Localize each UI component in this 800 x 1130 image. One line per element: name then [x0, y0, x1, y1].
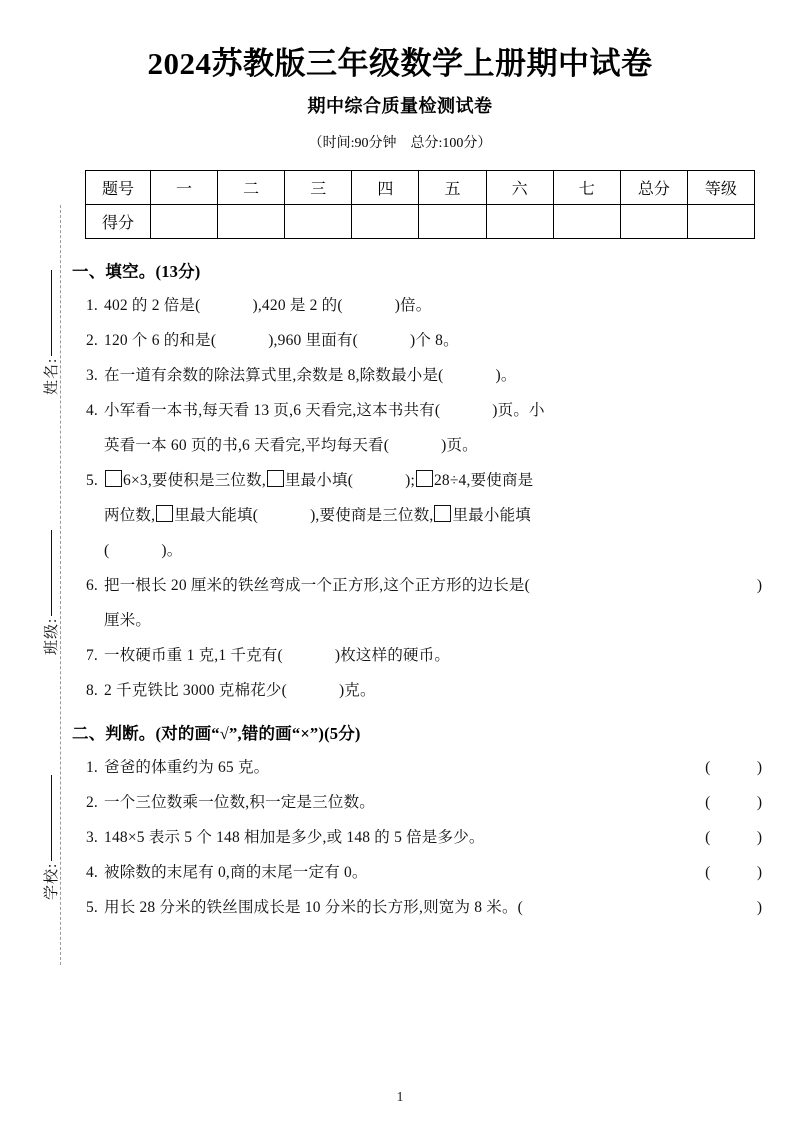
- score-table-row-label-0: 题号: [86, 171, 151, 205]
- question-number: 3.: [85, 829, 98, 846]
- question-text: [104, 673, 762, 708]
- q5-line1-d: 28÷4,要使商是: [433, 472, 534, 489]
- judge1-answer-blank[interactable]: ( ): [705, 759, 762, 776]
- score-cell-5[interactable]: [486, 205, 553, 239]
- question-text: [104, 750, 762, 785]
- judge3-text: 148×5 表示 5 个 148 相加是多少,或 148 的 5 倍是多少。: [104, 829, 485, 846]
- q6-line1: 把一根长 20 厘米的铁丝弯成一个正方形,这个正方形的边长是(: [104, 577, 530, 594]
- question-number: 6.: [85, 577, 98, 594]
- q8-part-b: )克。: [338, 682, 376, 699]
- score-cell-3[interactable]: [352, 205, 419, 239]
- judge1-text: 爸爸的体重约为 65 克。: [104, 759, 270, 776]
- page-subtitle: 期中综合质量检测试卷: [307, 96, 493, 116]
- q5-line1-c: );: [405, 472, 415, 489]
- q3-part-a: 在一道有余数的除法算式里,余数是 8,除数最小是(: [104, 367, 444, 384]
- question-number: 7.: [85, 647, 98, 664]
- exam-body: [72, 258, 762, 925]
- q4-line2-b: )页。: [441, 437, 478, 454]
- answer-box-icon[interactable]: [267, 470, 284, 487]
- score-cell-0[interactable]: [151, 205, 218, 239]
- q2-part-c: )个 8。: [410, 332, 459, 349]
- judge2-text: 一个三位数乘一位数,积一定是三位数。: [104, 794, 375, 811]
- page-number: 1: [396, 1090, 404, 1105]
- table-row-scores: [86, 205, 755, 239]
- q1-part-c: )倍。: [394, 297, 432, 314]
- question-fill-7: [72, 638, 762, 673]
- question-judge-2: [72, 785, 762, 820]
- page-title: 2024苏教版三年级数学上册期中试卷: [147, 46, 653, 81]
- q4-line1-a: 小军看一本书,每天看 13 页,6 天看完,这本书共有(: [104, 402, 441, 419]
- question-number: 4.: [85, 864, 98, 881]
- judge4-answer-blank[interactable]: ( ): [705, 864, 762, 881]
- margin-label-name-rule: [51, 270, 52, 356]
- score-table-row-label-1: 得分: [86, 205, 151, 239]
- question-text: [104, 785, 762, 820]
- answer-box-icon[interactable]: [105, 470, 122, 487]
- question-fill-5: [72, 463, 762, 568]
- margin-label-class-rule: [51, 530, 52, 616]
- question-judge-4: [72, 855, 762, 890]
- score-table-col-1: 二: [218, 171, 285, 205]
- section-heading-fill-in: 一、填空。(13分): [72, 262, 201, 281]
- q5-line2-a: 两位数,: [104, 507, 156, 524]
- question-text: [104, 568, 762, 638]
- question-number: 2.: [85, 794, 98, 811]
- question-text: [104, 855, 762, 890]
- question-number: 5.: [85, 899, 98, 916]
- score-cell-4[interactable]: [419, 205, 486, 239]
- score-table: [85, 170, 755, 239]
- question-text: [104, 323, 762, 358]
- score-table-col-3: 四: [352, 171, 419, 205]
- score-cell-1[interactable]: [218, 205, 285, 239]
- left-margin-strip: [0, 0, 72, 1130]
- answer-box-icon[interactable]: [416, 470, 433, 487]
- score-table-col-2: 三: [285, 171, 352, 205]
- question-number: 1.: [85, 297, 98, 314]
- section-heading-true-false: 二、判断。(对的画“√”,错的画“×”)(5分): [72, 724, 361, 743]
- score-cell-2[interactable]: [285, 205, 352, 239]
- question-text: [104, 463, 762, 568]
- margin-label-school: [40, 640, 61, 900]
- question-fill-4: [72, 393, 762, 463]
- score-table-col-4: 五: [419, 171, 486, 205]
- question-fill-6: [72, 568, 762, 638]
- question-fill-8: [72, 673, 762, 708]
- judge3-answer-blank[interactable]: ( ): [705, 829, 762, 846]
- q1-part-b: ),420 是 2 的(: [252, 297, 343, 314]
- margin-label-school-text: 学校:: [44, 862, 60, 900]
- q5-line3-a: (: [104, 542, 110, 559]
- question-judge-1: [72, 750, 762, 785]
- score-table-col-5: 六: [486, 171, 553, 205]
- margin-label-name: [40, 135, 61, 395]
- question-text: [104, 820, 762, 855]
- score-cell-8[interactable]: [687, 205, 754, 239]
- q4-line2-a: 英看一本 60 页的书,6 天看完,平均每天看(: [104, 437, 390, 454]
- question-judge-5: [72, 890, 762, 925]
- score-table-col-0: 一: [151, 171, 218, 205]
- q7-part-b: )枚这样的硬币。: [334, 647, 451, 664]
- margin-label-name-text: 姓名:: [44, 357, 60, 395]
- judge5-text: 用长 28 分米的铁丝围成长是 10 分米的长方形,则宽为 8 米。(: [104, 899, 524, 916]
- q5-line2-d: 里最小能填: [452, 507, 531, 524]
- score-cell-6[interactable]: [553, 205, 620, 239]
- exam-meta: （时间:90分钟 总分:100分）: [308, 136, 492, 151]
- question-number: 3.: [85, 367, 98, 384]
- q8-part-a: 2 千克铁比 3000 克棉花少(: [104, 682, 287, 699]
- q6-line2: 厘米。: [104, 612, 152, 629]
- question-text: [104, 358, 762, 393]
- question-fill-1: [72, 288, 762, 323]
- q2-part-b: ),960 里面有(: [268, 332, 359, 349]
- score-cell-7[interactable]: [620, 205, 687, 239]
- question-text: [104, 890, 762, 925]
- margin-label-class: [40, 395, 61, 655]
- q2-part-a: 120 个 6 的和是(: [104, 332, 217, 349]
- q5-line1-b: 里最小填(: [284, 472, 354, 489]
- question-number: 2.: [85, 332, 98, 349]
- score-table-col-8: 等级: [687, 171, 754, 205]
- score-table-col-6: 七: [553, 171, 620, 205]
- question-fill-3: [72, 358, 762, 393]
- answer-box-icon[interactable]: [434, 505, 451, 522]
- q4-line1-b: )页。小: [492, 402, 545, 419]
- margin-label-class-text: 班级:: [44, 617, 60, 655]
- question-text: [104, 638, 762, 673]
- answer-box-icon[interactable]: [156, 505, 173, 522]
- judge4-text: 被除数的末尾有 0,商的末尾一定有 0。: [104, 864, 368, 881]
- question-fill-2: [72, 323, 762, 358]
- question-number: 8.: [85, 682, 98, 699]
- q7-part-a: 一枚硬币重 1 克,1 千克有(: [104, 647, 283, 664]
- q5-line2-b: 里最大能填(: [174, 507, 259, 524]
- q1-part-a: 402 的 2 倍是(: [104, 297, 201, 314]
- judge5-answer-blank[interactable]: ): [710, 899, 762, 916]
- score-table-col-7: 总分: [620, 171, 687, 205]
- judge2-answer-blank[interactable]: ( ): [705, 794, 762, 811]
- question-number: 1.: [85, 759, 98, 776]
- question-judge-3: [72, 820, 762, 855]
- q5-line3-b: )。: [161, 542, 183, 559]
- table-row-headers: [86, 171, 755, 205]
- q3-part-b: )。: [495, 367, 517, 384]
- question-text: [104, 393, 762, 463]
- q6-blank-1[interactable]: ): [756, 577, 762, 594]
- q5-line2-c: ),要使商是三位数,: [310, 507, 434, 524]
- question-number: 4.: [85, 402, 98, 419]
- q5-line1-a: 6×3,要使积是三位数,: [123, 472, 266, 489]
- question-text: [104, 288, 762, 323]
- margin-label-school-rule: [51, 775, 52, 861]
- question-number: 5.: [85, 472, 98, 489]
